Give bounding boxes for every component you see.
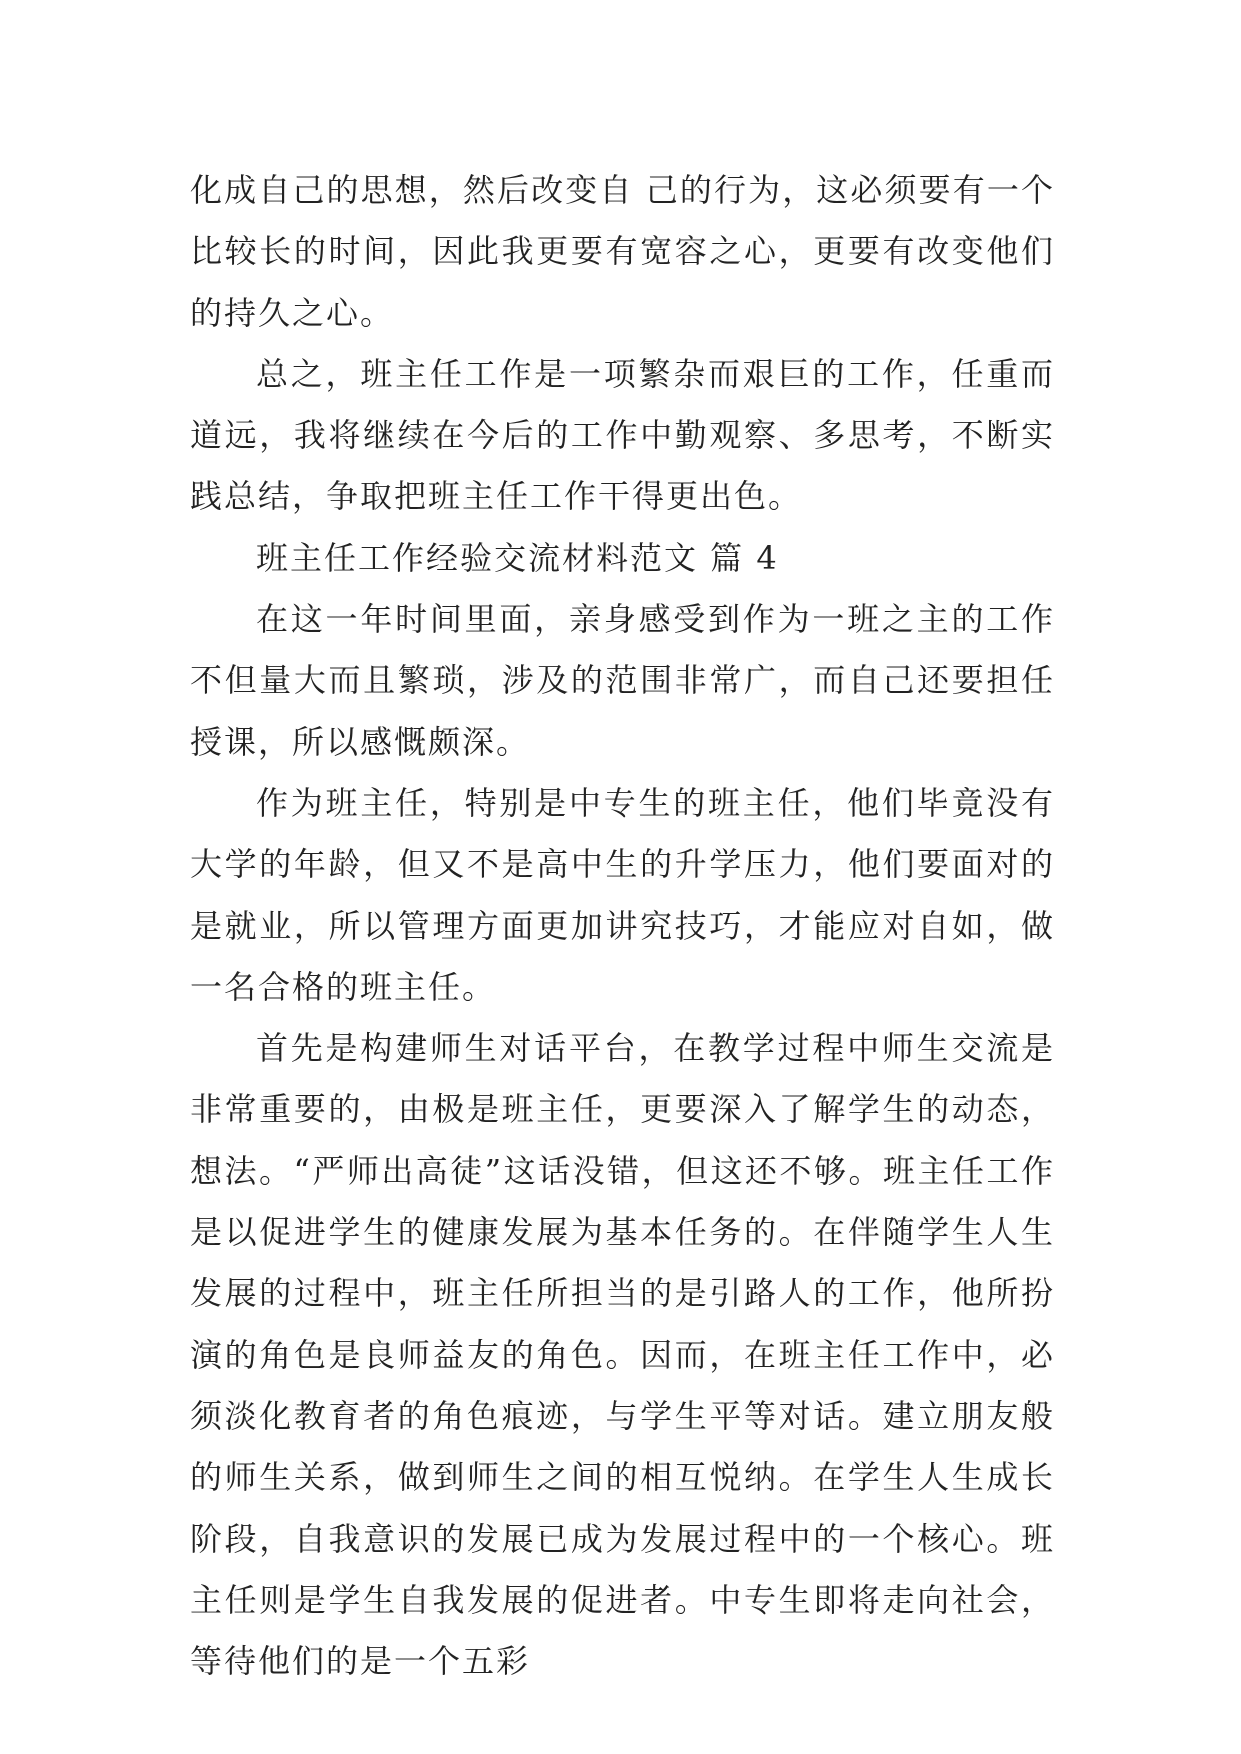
section-heading: 班主任工作经验交流材料范文 篇 4 <box>256 538 779 577</box>
paragraph-dialogue: 首先是构建师生对话平台，在教学过程中师生交流是非常重要的，由极是班主任，更要深入了解学生的动态，想法。“严师出高徒”这话没错，但这还不够。班主任工作是以促进学生的健康发展为基本任务的。在伴随学生人生发展的过程中，班主任所担当的是引路人的工作，他所扮演的角色是良师益友的角色。因而，在班主任工作中，必须淡化教育者的角色痕迹，与学生平等对话。建立朋友般的师生关系，做到师生之间的相互悦纳。在学生人生成长阶段，自我意识的发展已成为发展过程中的一个核心。班主任则是学生自我发展的促进者。中专生即将走向社会，等待他们的是一个五彩 <box>190 1029 1055 1681</box>
document-body <box>190 160 1055 1692</box>
paragraph-intro: 在这一年时间里面，亲身感受到作为一班之主的工作不但量大而且繁琐，涉及的范围非常广，而自己还要担任授课，所以感慨颇深。 <box>190 600 1055 761</box>
paragraph-conclusion: 总之，班主任工作是一项繁杂而艰巨的工作，任重而道远，我将继续在今后的工作中勤观察、多思考，不断实践总结，争取把班主任工作干得更出色。 <box>190 354 1055 516</box>
paragraph-role: 作为班主任，特别是中专生的班主任，他们毕竟没有大学的年龄，但又不是高中生的升学压力，他们要面对的是就业，所以管理方面更加讲究技巧，才能应对自如，做一名合格的班主任。 <box>190 783 1055 1006</box>
paragraph-continued: 化成自己的思想，然后改变自 己的行为，这必须要有一个比较长的时间，因此我更要有宽容之心，更要有改变他们的持久之心。 <box>190 171 1055 332</box>
